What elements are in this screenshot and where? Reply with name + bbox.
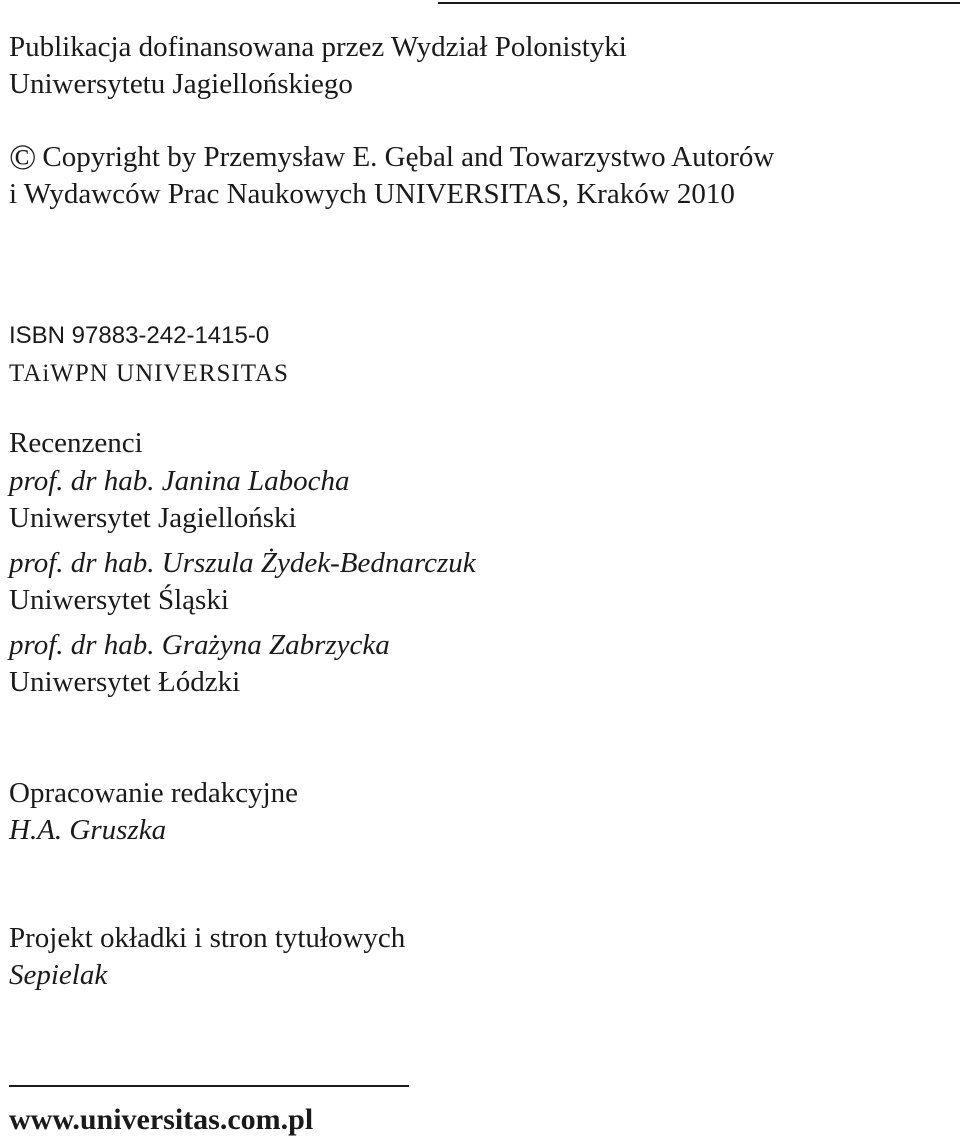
copyright-text: Copyright by Przemysław E. Gębal and Towarzystwo Autorów xyxy=(42,141,775,173)
cover-design-heading: Projekt okładki i stron tytułowych xyxy=(9,922,406,954)
editing-heading: Opracowanie redakcyjne xyxy=(9,777,299,809)
reviewer-affiliation: Uniwersytet Śląski xyxy=(9,584,229,616)
reviewer-name: prof. dr hab. Grażyna Zabrzycka xyxy=(9,629,390,661)
editor-name: H.A. Gruszka xyxy=(9,814,167,846)
reviewer-name: prof. dr hab. Janina Labocha xyxy=(9,465,350,497)
reviewer-affiliation: Uniwersytet Łódzki xyxy=(9,666,241,698)
reviewer-name: prof. dr hab. Urszula Żydek-Bednarczuk xyxy=(9,547,476,579)
copyright-line-2: i Wydawców Prac Naukowych UNIVERSITAS, Kraków 2010 xyxy=(9,178,735,210)
isbn-publisher: TAiWPN UNIVERSITAS xyxy=(9,360,289,387)
reviewers-heading: Recenzenci xyxy=(9,427,143,459)
funding-line-2: Uniwersytetu Jagiellońskiego xyxy=(9,68,353,100)
cover-designer-name: Sepielak xyxy=(9,959,108,991)
top-rule xyxy=(438,2,960,4)
reviewer-affiliation: Uniwersytet Jagielloński xyxy=(9,502,297,534)
copyright-line-1: © Copyright by Przemysław E. Gębal and Towarzystwo Autorów xyxy=(9,137,775,177)
funding-line-1: Publikacja dofinansowana przez Wydział Polonistyki xyxy=(9,31,627,63)
footer-rule xyxy=(9,1085,409,1087)
isbn-number: ISBN 97883-242-1415-0 xyxy=(9,322,270,349)
website-url: www.universitas.com.pl xyxy=(9,1103,314,1136)
